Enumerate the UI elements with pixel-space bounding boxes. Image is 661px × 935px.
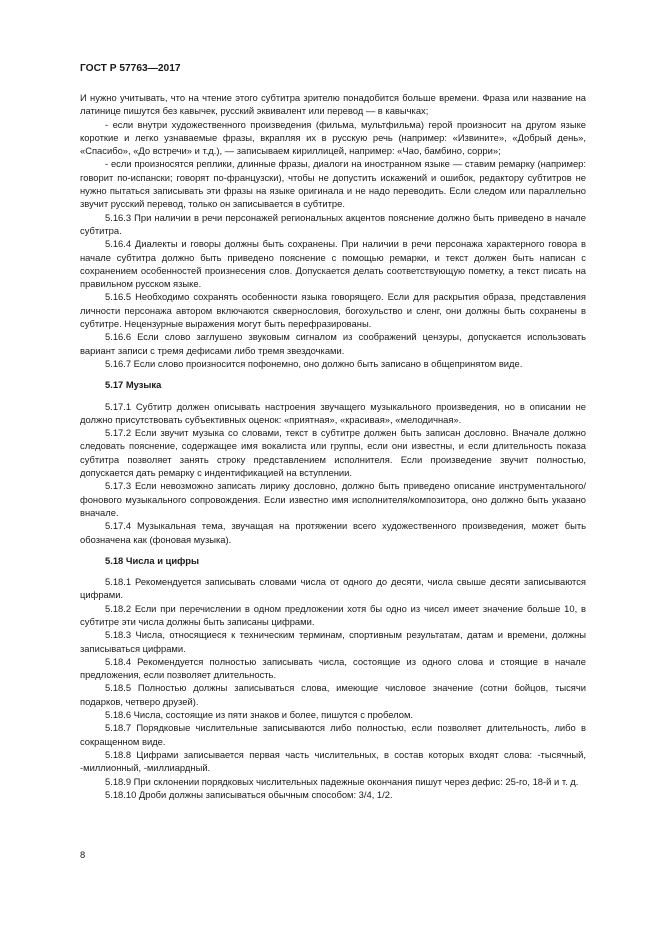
clause-5-16-4: 5.16.4 Диалекты и говоры должны быть сохранены. При наличии в речи персонажа характерного говора в начале субтитра должно быть приведено пояснение с помощью ремарки, и текст должен быть написан с сохранением особенностей произнесения слов. Допускается делать соответствующую пометку, а текст писать на правильном русском языке. — [80, 238, 586, 290]
clause-5-18-9: 5.18.9 При склонении порядковых числительных падежные окончания пишут через дефис: 25-го, 18-й и т. д. — [105, 775, 579, 787]
page-number: 8 — [80, 849, 86, 860]
list-item: - если произносятся реплики, длинные фразы, диалоги на иностранном языке — ставим ремарку (например: говорит по-испански; говорят по-французски), чтобы не допустить искажений и ошибок, редактору субтитров не нужно пытаться записывать эти фразы на языке оригинала и не надо переводить. Если следом или параллельно звучит русский перевод, только он записывается в субтитре. — [80, 158, 586, 210]
clause-5-18-10: 5.18.10 Дроби должны записываться обычным способом: 3/4, 1/2. — [105, 788, 393, 800]
clause-5-18-4: 5.18.4 Рекомендуется полностью записывать числа, состоящие из одного слова и стоящие в начале предложения, если позволяет длительность. — [80, 655, 586, 681]
clause-5-17-1: 5.17.1 Субтитр должен описывать настроения звучащего музыкального произведения, но в описании не должно присутствовать субъективных оценок: «приятная», «красивая», «мелодичная». — [80, 400, 586, 425]
clause-5-18-5: 5.18.5 Полностью должны записываться слова, имеющие числовое значение (сотни бойцов, тысячи подарков, четверо друзей). — [80, 682, 586, 707]
clause-5-16-5: 5.16.5 Необходимо сохранять особенности языка говорящего. Если для раскрытия образа, представления личности персонажа автором включаются сквернословия, богохульство и сленг, они должны быть сохранены в субтитре. Нецензурные выражения могут быть перефразированы. — [80, 291, 586, 330]
clause-5-17-3: 5.17.3 Если невозможно записать лирику дословно, должно быть приведено описание инструментального/фонового музыкального сопровождения. Если известно имя исполнителя/композитора, оно должно быть указано вначале. — [80, 480, 586, 518]
clause-5-18-2: 5.18.2 Если при перечислении в одном предложении хотя бы одно из чисел имеет значение больше 10, в субтитре эти числа должны быть записаны цифрами. — [80, 602, 586, 627]
document-header: ГОСТ Р 57763—2017 — [80, 63, 181, 74]
paragraph: И нужно учитывать, что на чтение этого субтитра зрителю понадобится больше времени. Фраза или название на латинице пишутся без кавычек, русский эквивалент или перевод — в кавычках; — [80, 92, 586, 117]
clause-5-18-3: 5.18.3 Числа, относящиеся к техническим терминам, спортивным результатам, датам и времени, должны записываться цифрами. — [80, 629, 586, 654]
clause-5-18-6: 5.18.6 Числа, состоящие из пяти знаков и более, пишутся с пробелом. — [105, 709, 414, 721]
clause-5-18-7: 5.18.7 Порядковые числительные записываются либо полностью, если позволяет длительность, либо в сокращенном виде. — [80, 722, 586, 747]
clause-5-18-8: 5.18.8 Цифрами записывается первая часть числительных, в состав которых входят слова: -тысячный, -миллионный, -миллиардный. — [80, 748, 586, 774]
section-heading-music: 5.17 Музыка — [105, 379, 162, 391]
section-heading-numbers: 5.18 Числа и цифры — [105, 554, 200, 566]
clause-5-16-7: 5.16.7 Если слово произносится пофонемно, оно должно быть записано в общепринятом виде. — [105, 357, 523, 369]
list-item: - если внутри художественного произведения (фильма, мультфильма) герой произносит на другом языке короткие и легко узнаваемые фразы, вкрапляя их в русскую речь (например: «Извините», «Добрый день», «Спасибо», «До встречи» и т.д.), — записываем кириллицей, например: «Чао, бамбино, сорри»; — [80, 118, 586, 157]
clause-5-17-2: 5.17.2 Если звучит музыка со словами, текст в субтитре должен быть записан дословно. Вначале должно следовать пояснение, содержащее имя вокалиста или группы, если они известны, и если длительность показа субтитра позволяет занять строку представлением исполнителя. Если произведение звучит полностью, допускается дать ремарку с индентификацией на вступлении. — [80, 427, 586, 479]
page-content — [80, 91, 586, 801]
clause-5-16-6: 5.16.6 Если слово заглушено звуковым сигналом из соображений цензуры, допускается использовать вариант записи с тремя дефисами либо тремя звездочками. — [80, 331, 586, 356]
clause-5-17-4: 5.17.4 Музыкальная тема, звучащая на протяжении всего художественного произведения, может быть обозначена как (фоновая музыка). — [80, 520, 586, 545]
clause-5-16-3: 5.16.3 При наличии в речи персонажей региональных акцентов пояснение должно быть приведено в начале субтитра. — [80, 211, 586, 236]
clause-5-18-1: 5.18.1 Рекомендуется записывать словами числа от одного до десяти, числа свыше десяти записываются цифрами. — [80, 576, 586, 601]
